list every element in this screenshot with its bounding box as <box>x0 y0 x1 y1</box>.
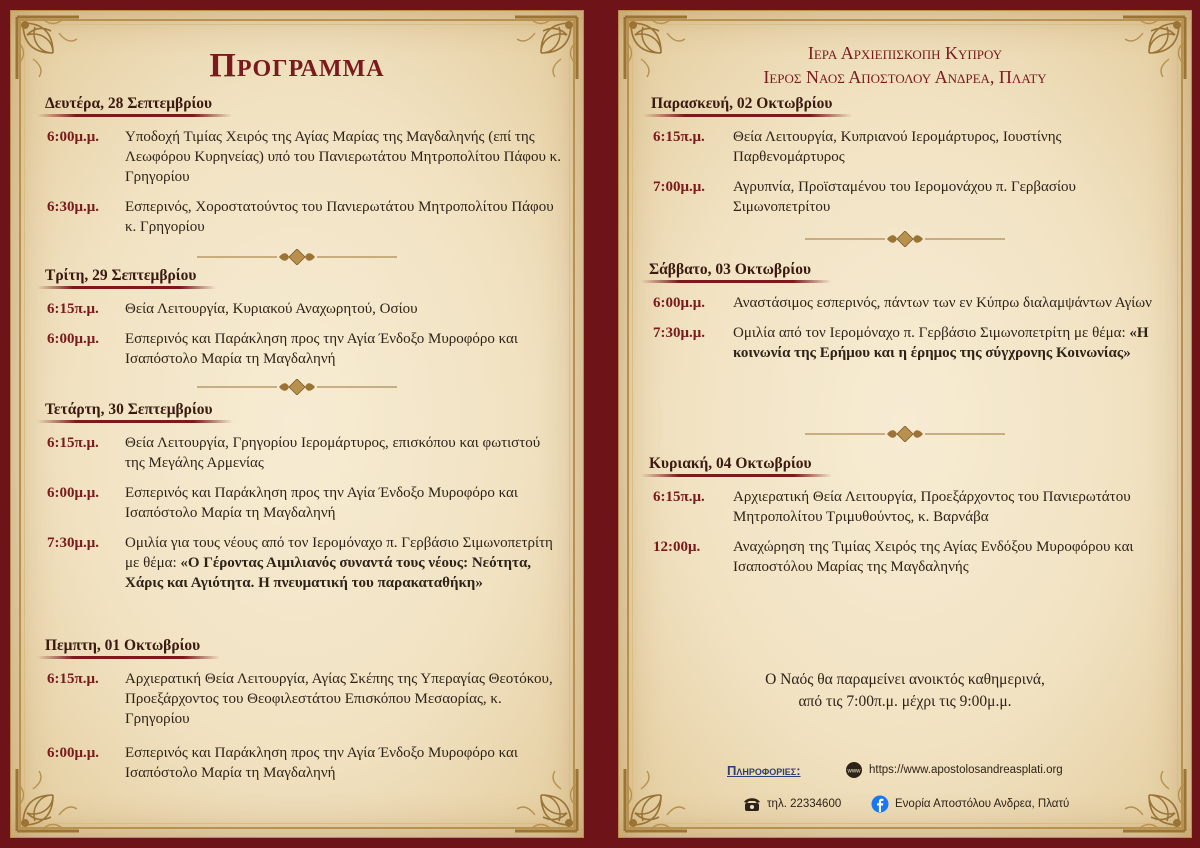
event-row <box>11 669 583 729</box>
event-time: 6:15π.μ. <box>47 671 99 687</box>
day-header-label: Τρίτη, 29 Σεπτεμβρίου <box>45 267 197 284</box>
phone-contact[interactable] <box>743 795 841 813</box>
day-header <box>651 95 832 117</box>
event-time: 6:15π.μ. <box>653 129 705 145</box>
event-text: Αγρυπνία, Προϊσταμένου του Ιερομονάχου π. Γερβασίου Σιμωνοπετρίτου <box>733 179 1076 215</box>
event-text: Αναχώρηση της Τιμίας Χειρός της Αγίας Ενδόξου Μυροφόρου και Ισαποστόλου Μαρίας της Μαγδαληνής <box>733 539 1134 575</box>
website-contact[interactable] <box>845 761 1063 779</box>
event-time: 6:00μ.μ. <box>47 331 100 347</box>
event-time: 6:15π.μ. <box>47 301 99 317</box>
day-header-label: Δευτέρα, 28 Σεπτεμβρίου <box>45 95 213 112</box>
day-header-label: Σάββατο, 03 Οκτωβρίου <box>649 261 811 278</box>
day-header-label: Κυριακή, 04 Οκτωβρίου <box>649 455 812 472</box>
event-row <box>619 537 1191 577</box>
event-row <box>619 323 1191 363</box>
event-time: 6:30μ.μ. <box>47 199 100 215</box>
day-header-label: Παρασκευή, 02 Οκτωβρίου <box>651 95 833 112</box>
event-time: 12:00μ. <box>653 539 701 555</box>
event-text: Αρχιερατική Θεία Λειτουργία, Προεξάρχοντος του Πανιερωτάτου Μητροπολίτου Τριμυθούντος, κ. Βαρνάβα <box>733 489 1131 525</box>
day-block <box>11 95 583 237</box>
event-row <box>619 487 1191 527</box>
day-header <box>45 95 212 117</box>
opening-hours-line: από τις 7:00π.μ. μέχρι τις 9:00μ.μ. <box>798 693 1012 710</box>
event-row <box>619 177 1191 217</box>
ornament-corner-icon <box>1119 765 1189 835</box>
event-text: Εσπερινός και Παράκληση προς την Αγία Ένδοξο Μυροφόρο και Ισαπόστολο Μαρία τη Μαγδαληνή <box>125 331 518 367</box>
event-row <box>11 127 583 187</box>
website-link[interactable]: https://www.apostolosandreasplati.org <box>869 764 1063 777</box>
telephone-icon <box>743 795 761 813</box>
event-row <box>11 533 583 593</box>
globe-icon <box>845 761 863 779</box>
event-text: Αναστάσιμος εσπερινός, πάντων των εν Κύπρω διαλαμψάντων Αγίων <box>733 295 1152 311</box>
event-text: Θεία Λειτουργία, Κυπριανού Ιερομάρτυρος, Ιουστίνης Παρθενομάρτυρος <box>733 129 1062 165</box>
event-text-plain: Ομιλία για τους νέους από τον Ιερομόναχο π. Γερβάσιο Σιμωνοπετρίτη με θέμα: <box>125 535 553 571</box>
day-header <box>45 637 200 659</box>
ornament-divider-icon <box>187 249 407 265</box>
event-text: Εσπερινός και Παράκληση προς την Αγία Ένδοξο Μυροφόρο και Ισαπόστολο Μαρία τη Μαγδαληνή <box>125 745 518 781</box>
facebook-contact[interactable] <box>871 795 1069 813</box>
day-header-label: Πεμπτη, 01 Οκτωβρίου <box>45 637 201 654</box>
day-header <box>45 267 196 289</box>
day-underline <box>37 656 220 659</box>
opening-hours-line: Ο Ναός θα παραμείνει ανοικτός καθημερινά, <box>765 671 1045 688</box>
day-header <box>649 455 812 477</box>
event-text: Εσπερινός, Χοροστατούντος του Πανιερωτάτου Μητροπολίτου Πάφου κ. Γρηγορίου <box>125 199 554 235</box>
event-text <box>125 533 563 593</box>
day-header <box>45 401 213 423</box>
page-header <box>619 41 1191 89</box>
event-time: 7:00μ.μ. <box>653 179 706 195</box>
event-text-plain: Ομιλία από τον Ιερομόναχο π. Γερβάσιο Σιμωνοπετρίτη με θέμα: <box>733 325 1130 341</box>
event-text: Θεία Λειτουργία, Γρηγορίου Ιερομάρτυρος, επισκόπου και φωτιστού της Μεγάλης Αρμενίας <box>125 435 541 471</box>
event-row <box>11 299 583 319</box>
event-time: 6:00μ.μ. <box>653 295 706 311</box>
event-row <box>11 483 583 523</box>
day-block <box>11 401 583 593</box>
opening-hours-note <box>619 669 1191 713</box>
facebook-link[interactable]: Ενορία Αποστόλου Ανδρεα, Πλατύ <box>895 798 1070 811</box>
event-row <box>619 293 1191 313</box>
event-text-bold: «Η κοινωνία της Ερήμου και η έρημος της σύγχρονης Κοινωνίας» <box>733 325 1149 361</box>
event-time: 7:30μ.μ. <box>653 325 706 341</box>
page-title: Προγραμμα <box>209 47 385 84</box>
day-underline <box>641 280 831 283</box>
day-header <box>649 261 811 283</box>
day-header-label: Τετάρτη, 30 Σεπτεμβρίου <box>45 401 213 418</box>
info-label: Πληροφοριες: <box>727 763 801 778</box>
event-time: 6:00μ.μ. <box>47 745 100 761</box>
day-underline <box>643 114 852 117</box>
phone-number[interactable]: τηλ. 22334600 <box>767 798 842 811</box>
globe-icon-text: www <box>847 768 861 775</box>
left-page <box>10 10 584 838</box>
day-underline <box>641 474 832 477</box>
day-underline <box>37 114 232 117</box>
header-line-church: Ιερος Ναος Αποστολου Ανδρεα, Πλατυ <box>763 67 1047 87</box>
ornament-divider-icon <box>795 426 1015 442</box>
event-time: 7:30μ.μ. <box>47 535 100 551</box>
event-text <box>733 323 1171 363</box>
event-time: 6:00μ.μ. <box>47 129 100 145</box>
day-block <box>619 455 1191 577</box>
event-text: Υποδοχή Τιμίας Χειρός της Αγίας Μαρίας της Μαγδαληνής (επί της Λεωφόρου Κυρηνείας) υπό του Πανιερωτάτου Μητροπολίτου Πάφου κ. Γρηγορίου <box>125 129 561 185</box>
event-row <box>11 329 583 369</box>
event-time: 6:00μ.μ. <box>47 485 100 501</box>
event-text: Εσπερινός και Παράκληση προς την Αγία Ένδοξο Μυροφόρο και Ισαπόστολο Μαρία τη Μαγδαληνή <box>125 485 518 521</box>
right-page <box>618 10 1192 838</box>
event-row <box>11 197 583 237</box>
event-time: 6:15π.μ. <box>47 435 99 451</box>
day-block <box>11 267 583 369</box>
ornament-corner-icon <box>621 765 691 835</box>
facebook-icon <box>871 795 889 813</box>
day-underline <box>37 420 233 423</box>
event-text-bold: «Ο Γέροντας Αιμιλιανός συναντά τους νέους: Νεότητα, Χάρις και Αγιότητα. Η πνευματική του παρακαταθήκη» <box>125 555 532 591</box>
day-block <box>619 95 1191 217</box>
ornament-divider-icon <box>187 379 407 395</box>
event-text: Αρχιερατική Θεία Λειτουργία, Αγίας Σκέπης της Υπεραγίας Θεοτόκου, Προεξάρχοντος του Θεοφιλεστάτου Επισκόπου Μεσαορίας, κ. Γρηγορίου <box>125 671 553 727</box>
event-row <box>11 743 583 783</box>
day-block <box>11 637 583 783</box>
event-text: Θεία Λειτουργία, Κυριακού Αναχωρητού, Οσίου <box>125 301 418 317</box>
day-block <box>619 261 1191 363</box>
header-line-archdiocese: Ιερα Αρχιεπισκοπη Κυπρου <box>807 43 1003 63</box>
event-row <box>619 127 1191 167</box>
event-time: 6:15π.μ. <box>653 489 705 505</box>
day-underline <box>37 286 216 289</box>
ornament-divider-icon <box>795 231 1015 247</box>
event-row <box>11 433 583 473</box>
